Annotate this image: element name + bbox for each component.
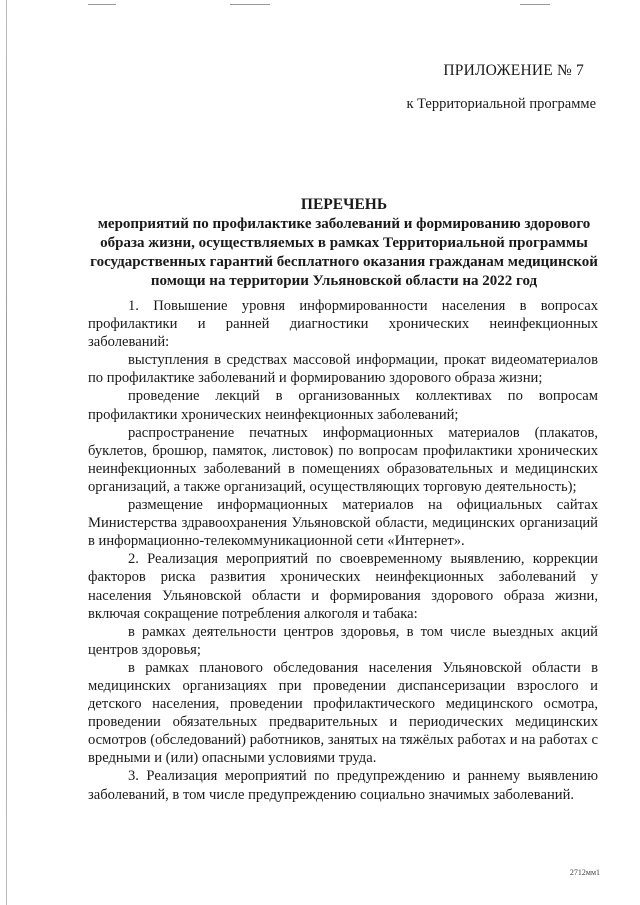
paragraph: 3. Реализация мероприятий по предупреждению и раннему выявлению заболеваний, в том числе предупреждению социально значимых заболеваний. bbox=[88, 768, 598, 803]
paragraph: в рамках деятельности центров здоровья, в том числе выездных акций центров здоровья; bbox=[88, 623, 598, 658]
paragraph: 1. Повышение уровня информированности населения в вопросах профилактики и ранней диагностики хронических неинфекционных заболеваний: bbox=[88, 298, 598, 351]
scan-left-edge bbox=[6, 0, 7, 905]
paragraph: проведение лекций в организованных коллективах по вопросам профилактики хронических неинфекционных заболеваний; bbox=[88, 388, 598, 423]
scan-top-mark bbox=[230, 4, 270, 5]
paragraph: распространение печатных информационных материалов (плакатов, буклетов, брошюр, памяток, листовок) по вопросам профилактики хронических неинфекционных заболеваний в помещениях образовательных и медицинских организаций, а также организаций, осуществляющих торговую деятельность); bbox=[88, 424, 598, 495]
document-code: 2712мм1 bbox=[569, 868, 600, 877]
paragraph: размещение информационных материалов на официальных сайтах Министерства здравоохранения Ульяновской области, медицинских организаций в информационно-телекоммуникационной сети «Интернет». bbox=[88, 497, 598, 550]
title-heading: ПЕРЕЧЕНЬ bbox=[300, 196, 388, 213]
title-text: мероприятий по профилактике заболеваний и формированию здорового образа жизни, осуществляемых в рамках Территориальной программы государственных гарантий бесплатного оказания гражданам медицинской помощи на территории Ульяновской области на 2022 год bbox=[90, 216, 598, 289]
paragraph: в рамках планового обследования населения Ульяновской области в медицинских организациях при проведении диспансеризации взрослого и детского населения, проведении профилактического медицинского осмотра, проведении обязательных предварительных и периодических медицинских осмотров (обследований) работников, занятых на тяжёлых работах и на работах с вредными и (или) опасными условиями труда. bbox=[88, 659, 598, 767]
document-title bbox=[76, 195, 612, 291]
scan-top-mark bbox=[88, 4, 116, 5]
document-body bbox=[88, 297, 598, 804]
appendix-label: ПРИЛОЖЕНИЕ № 7 bbox=[443, 62, 584, 79]
scan-top-mark bbox=[520, 4, 550, 5]
paragraph: 2. Реализация мероприятий по своевременному выявлению, коррекции факторов риска развития хронических неинфекционных заболеваний у населения Ульяновской области и формирования здорового образа жизни, включая сокращение потребления алкоголя и табака: bbox=[88, 551, 598, 622]
paragraph: выступления в средствах массовой информации, прокат видеоматериалов по профилактике заболеваний и формированию здорового образа жизни; bbox=[88, 352, 598, 387]
appendix-subtitle: к Территориальной программе bbox=[406, 96, 596, 112]
